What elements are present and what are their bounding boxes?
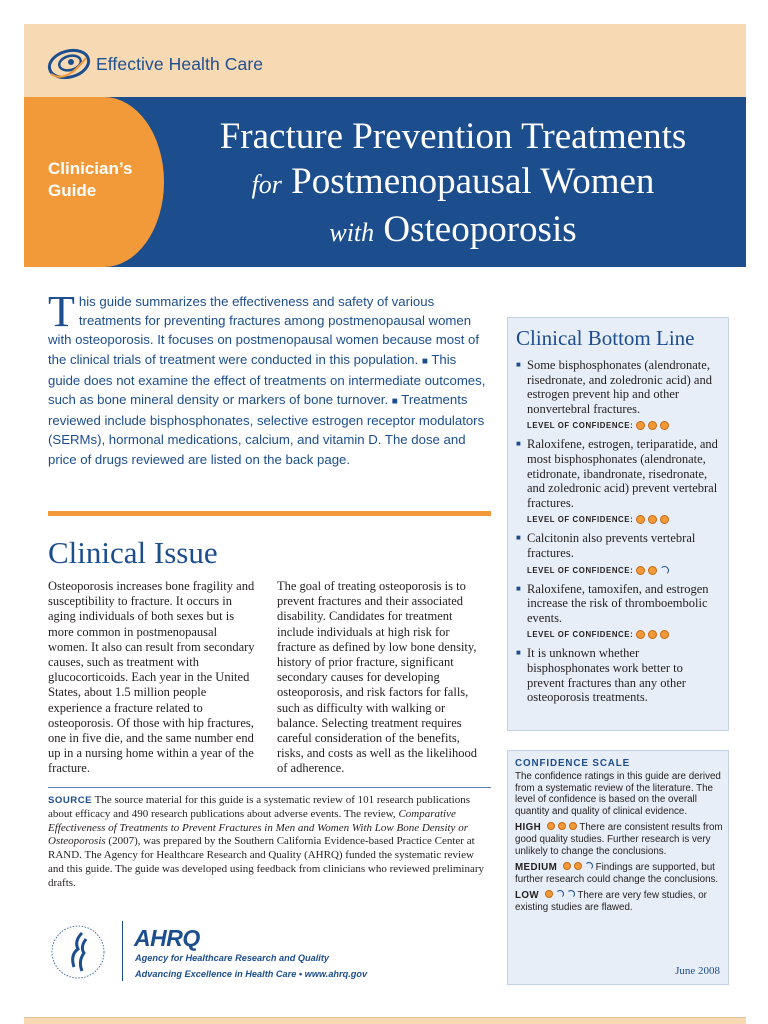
confidence-label: LEVEL OF CONFIDENCE: <box>527 515 634 525</box>
filled-dot-icon <box>660 421 669 430</box>
title-line3 <box>160 207 746 255</box>
high-text: There are consistent results from good quality studies. Further research is very unlikely to change the conclusions. <box>515 822 723 857</box>
guide-page <box>24 24 746 979</box>
page-title <box>160 114 746 255</box>
source-title: Comparative Effectiveness of Treatments to Prevent Fractures in Men and Women With Low Bone Density or Osteoporosis <box>48 807 468 848</box>
source-note <box>48 794 488 891</box>
filled-dot-icon <box>574 862 582 870</box>
empty-dot-icon <box>585 862 593 870</box>
low-label: LOW <box>515 890 540 902</box>
agency-name: Agency for Healthcare Research and Quality <box>135 953 330 963</box>
empty-dot-icon <box>556 890 564 898</box>
clinicians-guide-label <box>48 158 132 202</box>
guide-label-line2: Guide <box>48 181 97 200</box>
title-line2 <box>160 159 746 207</box>
medium-label: MEDIUM <box>515 862 558 874</box>
confidence-label: LEVEL OF CONFIDENCE: <box>527 565 634 575</box>
filled-dot-icon <box>648 421 657 430</box>
publication-date: June 2008 <box>675 965 720 977</box>
filled-dot-icon <box>636 566 645 575</box>
confidence-scale-intro: The confidence ratings in this guide are derived from a systematic review of the literature. The level of confidence is based on the overall quantity and quality of clinical evidence. <box>515 771 721 817</box>
list-item: ■ Some bisphosphonates (alendronate, risedronate, and zoledronic acid) and estrogen prevent hip and other nonvertebral fractures. <box>516 358 722 416</box>
confidence-label: LEVEL OF CONFIDENCE: <box>527 630 634 640</box>
filled-dot-icon <box>636 630 645 639</box>
intro-part2: This guide does not examine the effect of treatments on intermediate outcomes, such as bone mineral density or markers of bone turnover. <box>48 351 486 408</box>
title-for: for <box>251 170 282 199</box>
filled-dot-icon <box>648 515 657 524</box>
bottom-line-heading: Clinical Bottom Line <box>516 326 695 350</box>
ahrq-logo: AHRQ <box>134 925 200 951</box>
empty-dot-icon <box>660 566 669 575</box>
filled-dot-icon <box>636 515 645 524</box>
filled-dot-icon <box>569 822 577 830</box>
agency-tagline: Advancing Excellence in Health Care • www.ahrq.gov <box>135 969 368 979</box>
empty-dot-icon <box>567 890 575 898</box>
clinical-bottom-line-panel <box>507 317 729 731</box>
title-line1: Fracture Prevention Treatments <box>219 116 687 157</box>
footer-divider <box>122 921 123 981</box>
confidence-low <box>515 890 723 913</box>
filled-dot-icon <box>547 822 555 830</box>
filled-dot-icon <box>636 421 645 430</box>
guide-label-line1: Clinician’s <box>48 159 133 178</box>
confidence-high <box>515 822 723 857</box>
brand-name: Effective Health Care <box>96 53 264 74</box>
filled-dot-icon <box>545 890 553 898</box>
clinical-issue-col2: The goal of treating osteoporosis is to prevent fractures and their associated disability. Candidates for treatment include individuals at high risk for fracture as defined by low bone density, history of prior fracture, significant secondary causes for developing osteoporosis, and risk factors for falls, such as difficulty with walking or balance. Selecting treatment requires careful consideration of the benefits, risks, and costs as well as the likelihood of adherence. <box>277 579 477 776</box>
next-page-edge <box>24 1017 746 1024</box>
confidence-medium <box>515 862 723 885</box>
filled-dot-icon <box>558 822 566 830</box>
confidence-rating <box>516 515 722 524</box>
filled-dot-icon <box>660 630 669 639</box>
clinical-issue-col1: Osteoporosis increases bone fragility and susceptibility to fracture. It occurs in aging individuals of both sexes but is more common in postmenopausal women. It also can result from secondary causes, such as treatment with glucocorticoids. Each year in the United States, about 1.5 million people experience a fracture related to osteoporosis. Of those with hip fractures, one in five die, and the same number end up in a nursing home within a year of the fracture. <box>48 579 255 776</box>
filled-dot-icon <box>648 566 657 575</box>
section-divider <box>48 511 491 516</box>
source-divider <box>48 787 491 788</box>
source-label: SOURCE <box>48 795 93 806</box>
intro-part3: Treatments reviewed include bisphosphonates, selective estrogen receptor modulators (SERMs), hormonal medications, calcium, and vitamin D. The dose and price of drugs reviewed are listed on the back page. <box>48 392 485 467</box>
low-text: There are very few studies, or existing studies are flawed. <box>515 890 707 913</box>
bottom-line-list <box>516 358 722 705</box>
confidence-rating <box>516 630 722 639</box>
intro-part1: his guide summarizes the effectiveness and safety of various treatments for preventing fractures among postmenopausal women with osteoporosis. It focuses on postmenopausal women because most of the clinical trials of treatment were conducted in this population. <box>48 294 480 367</box>
list-item: ■ It is unknown whether bisphosphonates work better to prevent fractures than any other osteoporosis treatments. <box>516 646 722 704</box>
separator-square-icon: ■ <box>421 355 428 367</box>
list-item: ■ Raloxifene, tamoxifen, and estrogen increase the risk of thromboembolic events. <box>516 582 722 626</box>
swirl-logo-icon <box>46 44 92 84</box>
list-item: ■ Calcitonin also prevents vertebral fractures. <box>516 531 722 560</box>
title-with: with <box>329 218 375 247</box>
intro-paragraph <box>48 287 492 469</box>
confidence-label: LEVEL OF CONFIDENCE: <box>527 421 634 431</box>
header-band <box>24 24 746 97</box>
confidence-scale-body <box>515 771 723 919</box>
filled-dot-icon <box>563 862 571 870</box>
hhs-seal-icon <box>48 921 108 983</box>
source-text1: The source material for this guide is a systematic review of 101 research publications about efficacy and 490 research publications about adverse events. The review, <box>48 794 471 820</box>
medium-text: Findings are supported, but further research could change the conclusions. <box>515 862 719 885</box>
confidence-rating <box>516 566 722 575</box>
confidence-scale-heading: CONFIDENCE SCALE <box>515 758 631 769</box>
high-label: HIGH <box>515 822 542 834</box>
effective-health-care-logo <box>46 44 263 84</box>
filled-dot-icon <box>660 515 669 524</box>
clinical-issue-heading: Clinical Issue <box>48 535 218 570</box>
filled-dot-icon <box>648 630 657 639</box>
title-line3-text: Osteoporosis <box>383 209 577 250</box>
confidence-rating <box>516 421 722 430</box>
source-text2: (2007), was prepared by the Southern California Evidence-based Practice Center at RAND. The Agency for Healthcare Research and Quality (AHRQ) funded the systematic review and this guide. The guide was developed using feedback from clinicians who reviewed preliminary drafts. <box>48 835 484 889</box>
separator-square-icon: ■ <box>391 396 398 408</box>
confidence-scale-panel <box>507 750 729 985</box>
dropcap: T <box>48 287 75 336</box>
list-item: ■ Raloxifene, estrogen, teriparatide, and most bisphosphonates (alendronate, etidronate, ibandronate, risedronate, and zoledronic acid) prevent vertebral fractures. <box>516 437 722 510</box>
title-line2-text: Postmenopausal Women <box>291 161 655 202</box>
